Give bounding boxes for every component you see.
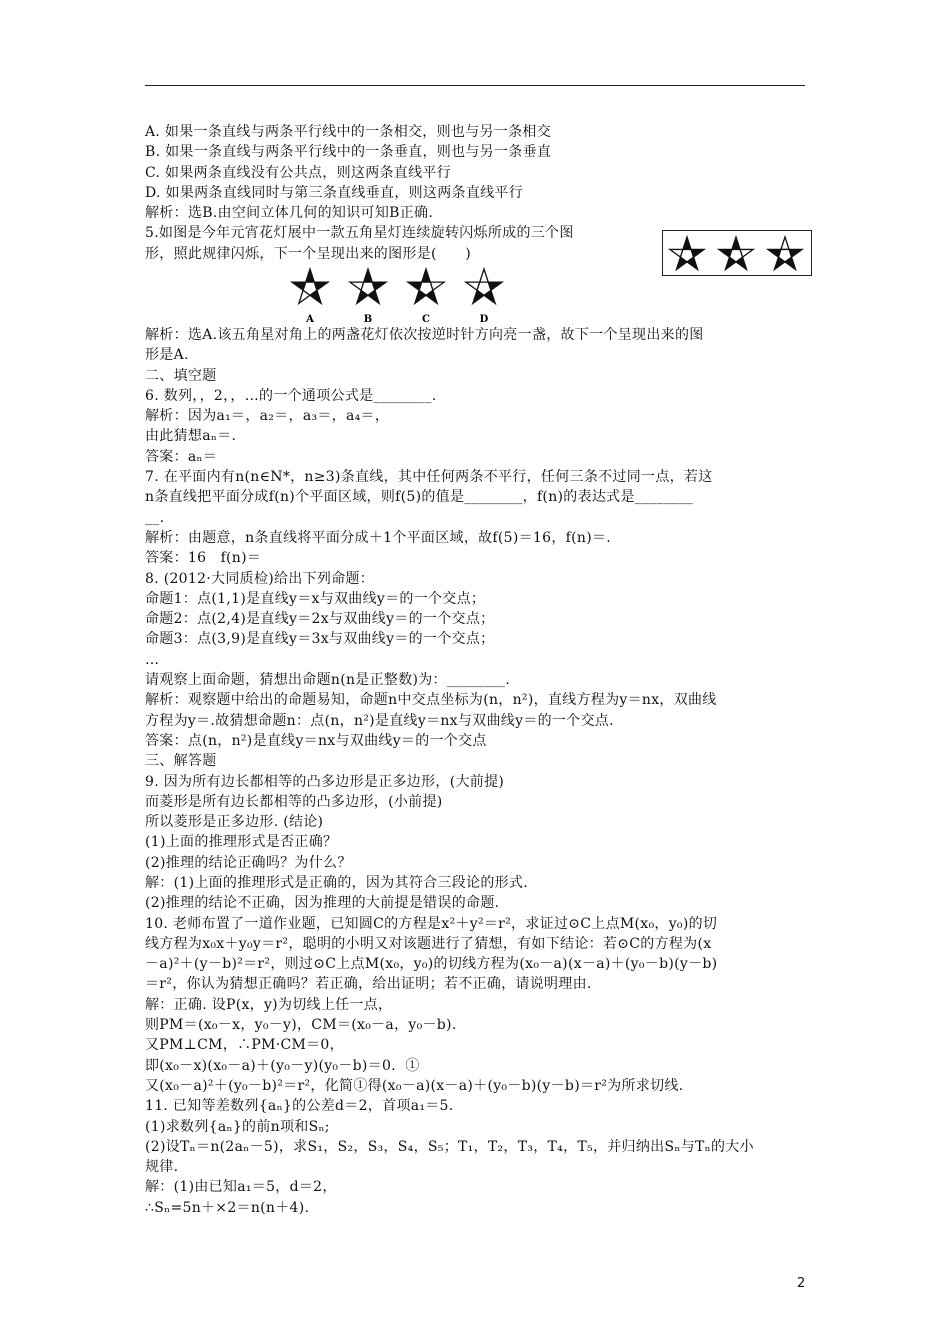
text-line: 7. 在平面内有n(n∈N*，n≥3)条直线，其中任何两条不平行，任何三条不过同一点，若这 <box>145 469 713 486</box>
answer-choices-svg <box>290 266 510 326</box>
text-line: n条直线把平面分成f(n)个平面区域，则f(5)的值是________，f(n)的表达式是________ <box>145 489 694 506</box>
header-rule <box>145 85 805 86</box>
choice-label: C <box>422 314 430 325</box>
text-line: 答案：aₙ＝ <box>145 448 218 465</box>
text-line: 即(x₀－x)(x₀－a)＋(y₀－y)(y₀－b)＝0. ① <box>145 1057 420 1074</box>
text-line: 线方程为x₀x＋y₀y＝r²，聪明的小明又对该题进行了猜想，有如下结论：若⊙C的方程为(x <box>145 935 712 952</box>
choice-label: D <box>479 314 489 325</box>
text-line: 10. 老师布置了一道作业题，已知圆C的方程是x²＋y²＝r²，求证过⊙C上点M(x₀，y₀)的切 <box>145 915 718 932</box>
text-line: 11. 已知等差数列{aₙ}的公差d＝2，首项a₁＝5. <box>145 1098 454 1115</box>
text-line: 5.如图是今年元宵花灯展中一款五角星灯连续旋转闪烁所成的三个图 <box>145 225 574 242</box>
text-line: 解析：由题意，n条直线将平面分成＋1个平面区域，故f(5)＝16，f(n)＝. <box>145 529 612 546</box>
star-icon <box>719 237 753 270</box>
text-line: (1)上面的推理形式是否正确？ <box>145 834 338 851</box>
text-line: 解：正确. 设P(x，y)为切线上任一点， <box>145 996 393 1013</box>
text-line: 方程为y＝.故猜想命题n：点(n，n²)是直线y＝nx与双曲线y＝的一个交点. <box>145 712 614 729</box>
text-line: (2)推理的结论正确吗？为什么？ <box>145 854 352 871</box>
text-line: 形，照此规律闪烁，下一个呈现出来的图形是( ) <box>145 245 472 262</box>
text-line: 6. 数列，，2，，…的一个通项公式是________. <box>145 387 437 404</box>
text-line: ＝r²，你认为猜想正确吗？若正确，给出证明；若不正确，请说明理由. <box>145 976 592 993</box>
star-sequence-svg <box>663 231 810 274</box>
text-line: D. 如果两条直线同时与第三条直线垂直，则这两条直线平行 <box>145 184 524 201</box>
text-line: 三、解答题 <box>145 753 217 770</box>
text-line: 形是A. <box>145 347 189 364</box>
text-line: 9. 因为所有边长都相等的凸多边形是正多边形，(大前提) <box>145 773 505 790</box>
text-line: … <box>145 651 160 668</box>
text-line: (2)设Tₙ＝n(2aₙ－5)，求S₁，S₂，S₃，S₄，S₅；T₁，T₂，T₃，T₄，T₅，并归纳出Sₙ与Tₙ的大小 <box>145 1138 754 1155</box>
text-line: 解析：因为a₁＝，a₂＝，a₃＝，a₄＝， <box>145 408 390 425</box>
choice-label: B <box>363 314 373 325</box>
choice-star-icon <box>350 269 386 303</box>
text-line: B. 如果一条直线与两条平行线中的一条垂直，则也与另一条垂直 <box>145 144 552 161</box>
text-line: 解析：选A.该五角星对角上的两盏花灯依次按逆时针方向亮一盏，故下一个呈现出来的图 <box>145 326 704 343</box>
text-line: 解析：观察题中给出的命题易知，命题n中交点坐标为(n，n²)，直线方程为y＝nx，双曲线 <box>145 692 717 709</box>
text-line: 解：(1)上面的推理形式是正确的，因为其符合三段论的形式. <box>145 874 528 891</box>
star-sequence-figure <box>662 230 812 276</box>
choice-star-icon <box>408 269 444 303</box>
text-line: 又PM⊥CM，∴PM·CM＝0， <box>145 1037 344 1054</box>
page-number: 2 <box>797 1276 806 1291</box>
text-line: 二、填空题 <box>145 367 217 384</box>
choice-label: A <box>306 314 314 325</box>
answer-choice-figures <box>290 266 510 326</box>
text-line: 答案：16 f(n)＝ <box>145 550 262 567</box>
text-line: 所以菱形是正多边形. (结论) <box>145 814 324 831</box>
text-line: 8. (2012·大同质检)给出下列命题： <box>145 570 375 587</box>
text-line: 由此猜想aₙ＝. <box>145 428 237 445</box>
text-line: 而菱形是所有边长都相等的凸多边形，(小前提) <box>145 793 443 810</box>
star-icon <box>768 237 802 270</box>
star-icon <box>670 237 704 270</box>
text-line: 解：(1)由已知a₁＝5，d＝2， <box>145 1179 337 1196</box>
text-line: 答案：点(n，n²)是直线y＝nx与双曲线y＝的一个交点 <box>145 732 487 749</box>
text-line: 规律. <box>145 1159 179 1176</box>
text-line: 解析：选B.由空间立体几何的知识可知B正确. <box>145 205 434 222</box>
choice-star-icon <box>292 269 328 303</box>
text-line: 命题1：点(1,1)是直线y＝x与双曲线y＝的一个交点； <box>145 590 486 607</box>
text-line: A. 如果一条直线与两条平行线中的一条相交，则也与另一条相交 <box>145 124 552 140</box>
text-line: 命题3：点(3,9)是直线y＝3x与双曲线y＝的一个交点； <box>145 631 495 648</box>
text-line: 命题2：点(2,4)是直线y＝2x与双曲线y＝的一个交点； <box>145 611 495 628</box>
text-line: (2)推理的结论不正确，因为推理的大前提是错误的命题. <box>145 895 500 912</box>
text-line: (1)求数列{aₙ}的前n项和Sₙ; <box>145 1118 330 1135</box>
choice-star-icon <box>466 269 502 303</box>
text-line: －a)²＋(y－b)²＝r²，则过⊙C上点M(x₀，y₀)的切线方程为(x₀－a)(x－a)＋(y₀－b)(y－b) <box>145 956 718 973</box>
text-line: 则PM＝(x₀－x，y₀－y)，CM＝(x₀－a，y₀－b). <box>145 1017 457 1034</box>
text-line: 请观察上面命题，猜想出命题n(n是正整数)为：________. <box>145 672 511 689</box>
text-line: 又(x₀－a)²＋(y₀－b)²＝r²，化简①得(x₀－a)(x－a)＋(y₀－b)(y－b)＝r²为所求切线. <box>145 1077 684 1094</box>
text-line: C. 如果两条直线没有公共点，则这两条直线平行 <box>145 164 452 181</box>
text-line: __. <box>145 509 165 526</box>
text-line: ∴Sₙ=5n＋×2＝n(n＋4). <box>145 1199 310 1216</box>
